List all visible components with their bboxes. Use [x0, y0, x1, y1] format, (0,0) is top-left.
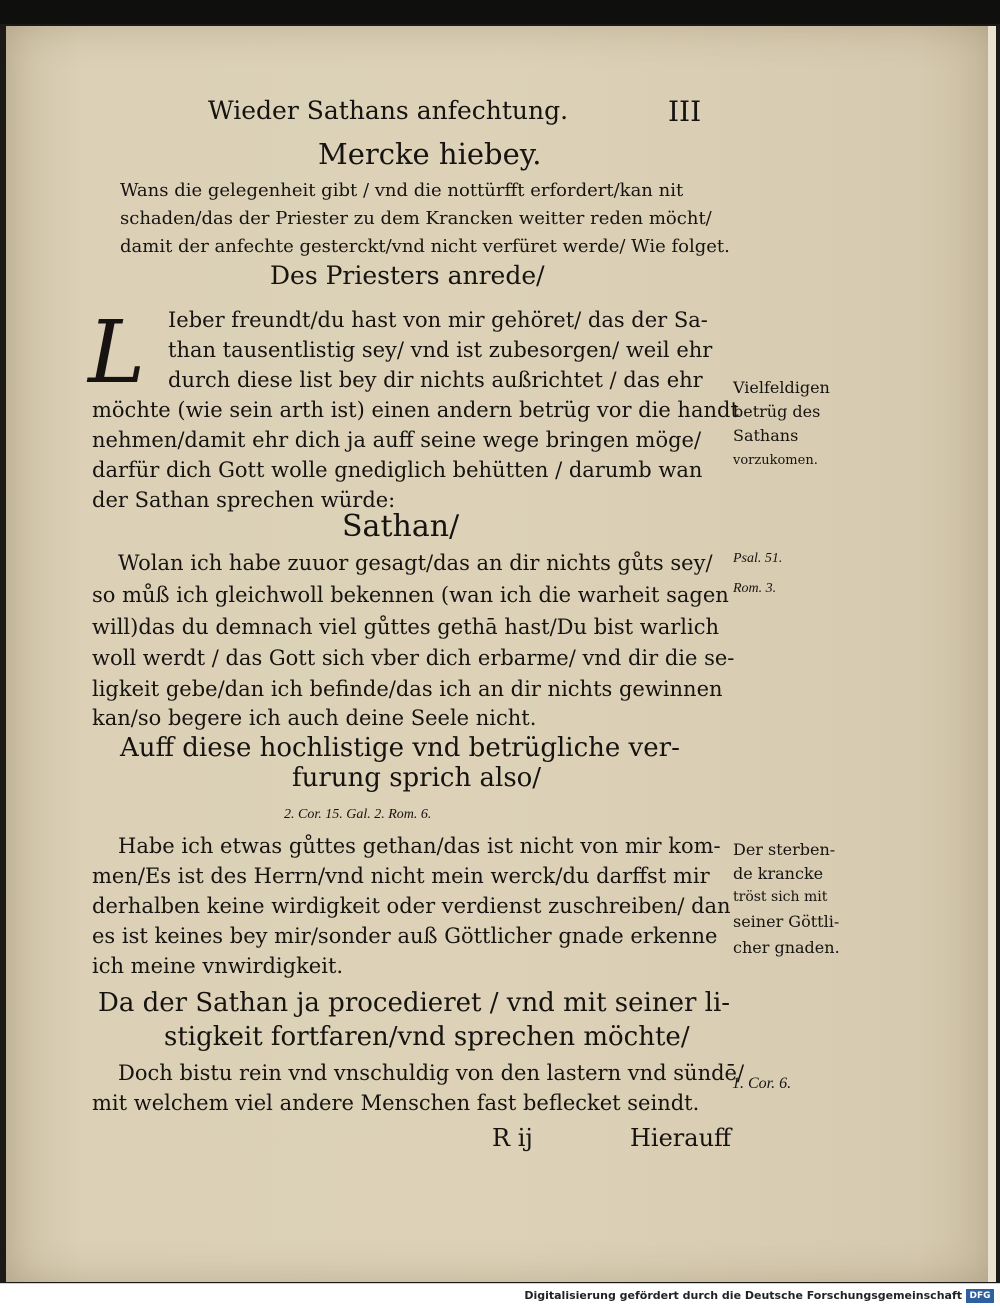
signature-mark: R ij [492, 1124, 533, 1152]
marginal-note: seiner Göttli- [733, 912, 840, 931]
marginal-reference: Psal. 51. [733, 551, 783, 566]
page-edge [988, 26, 996, 1282]
body-line: will)das du demnach viel gůttes gethā hast/Du bist warlich [92, 615, 719, 639]
body-line: than tausentlistig sey/ vnd ist zubesorgen/ weil ehr [168, 338, 713, 362]
body-line: nehmen/damit ehr dich ja auff seine wege bringen möge/ [92, 428, 702, 452]
heading-priest-address: Des Priesters anrede/ [270, 261, 545, 290]
decorated-initial: L [88, 303, 146, 403]
body-line: derhalben keine wirdigkeit oder verdienst zuschreiben/ dan [92, 894, 731, 918]
footer-bar [0, 1283, 1000, 1308]
body-line: kan/so begere ich auch deine Seele nicht. [92, 706, 537, 730]
body-line: der Sathan sprechen würde: [92, 488, 396, 512]
body-line: so můß ich gleichwoll bekennen (wan ich die warheit sagen [92, 583, 729, 607]
intro-line: Wans die gelegenheit gibt / vnd die nottürfft erfordert/kan nit [120, 180, 684, 201]
body-line: es ist keines bey mir/sonder auß Göttlicher gnade erkenne [92, 924, 718, 948]
body-line: ich meine vnwirdigkeit. [92, 954, 344, 978]
heading-procedure-cont: stigkeit fortfaren/vnd sprechen möchte/ [164, 1022, 690, 1052]
heading-mercke: Mercke hiebey. [318, 137, 542, 171]
dfg-logo: DFG [966, 1289, 994, 1303]
marginal-note: betrüg des [733, 402, 821, 421]
body-line: Doch bistu rein vnd vnschuldig von den lastern vnd sündē/ [118, 1061, 745, 1085]
funding-notice: Digitalisierung gefördert durch die Deutsche Forschungsgemeinschaft [524, 1289, 962, 1302]
heading-answer-cont: furung sprich also/ [292, 763, 542, 793]
body-line: men/Es ist des Herrn/vnd nicht mein werck/du darffst mir [92, 864, 710, 888]
marginal-reference: Rom. 3. [733, 581, 777, 596]
heading-sathan: Sathan/ [342, 509, 460, 544]
body-line: Wolan ich habe zuuor gesagt/das an dir nichts gůts sey/ [118, 551, 713, 575]
body-line: Habe ich etwas gůttes gethan/das ist nicht von mir kom- [118, 834, 721, 858]
body-line: mit welchem viel andere Menschen fast beflecket seindt. [92, 1091, 700, 1115]
marginal-note: Vielfeldigen [733, 378, 830, 397]
viewer-top-bar [0, 0, 1000, 24]
body-line: woll werdt / das Gott sich vber dich erbarme/ vnd dir die se- [92, 646, 735, 670]
marginal-note: vorzukomen. [733, 453, 818, 468]
body-line: ligkeit gebe/dan ich befinde/das ich an dir nichts gewinnen [92, 677, 723, 701]
marginal-note: de krancke [733, 864, 824, 883]
heading-answer: Auff diese hochlistige vnd betrügliche ver- [120, 733, 680, 763]
intro-line: damit der anfechte gesterckt/vnd nicht verfüret werde/ Wie folget. [120, 236, 730, 257]
body-line: durch diese list bey dir nichts außrichtet / das ehr [168, 368, 703, 392]
marginal-note: cher gnaden. [733, 938, 840, 957]
body-line: darfür dich Gott wolle gnediglich behütten / darumb wan [92, 458, 703, 482]
page-number: III [668, 95, 702, 128]
marginal-note: Der sterben- [733, 840, 836, 859]
body-line: Ieber freundt/du hast von mir gehöret/ das der Sa- [168, 308, 708, 332]
catchword: Hierauff [630, 1124, 732, 1152]
scripture-reference: 2. Cor. 15. Gal. 2. Rom. 6. [284, 807, 432, 822]
marginal-note: tröst sich mit [733, 889, 828, 905]
body-line: möchte (wie sein arth ist) einen andern betrüg vor die handt [92, 398, 739, 422]
running-head: Wieder Sathans anfechtung. [208, 96, 569, 125]
marginal-note: Sathans [733, 426, 799, 445]
marginal-reference: 1. Cor. 6. [732, 1075, 792, 1092]
intro-line: schaden/das der Priester zu dem Krancken weitter reden möcht/ [120, 208, 712, 229]
heading-procedure: Da der Sathan ja procedieret / vnd mit seiner li- [98, 988, 731, 1018]
